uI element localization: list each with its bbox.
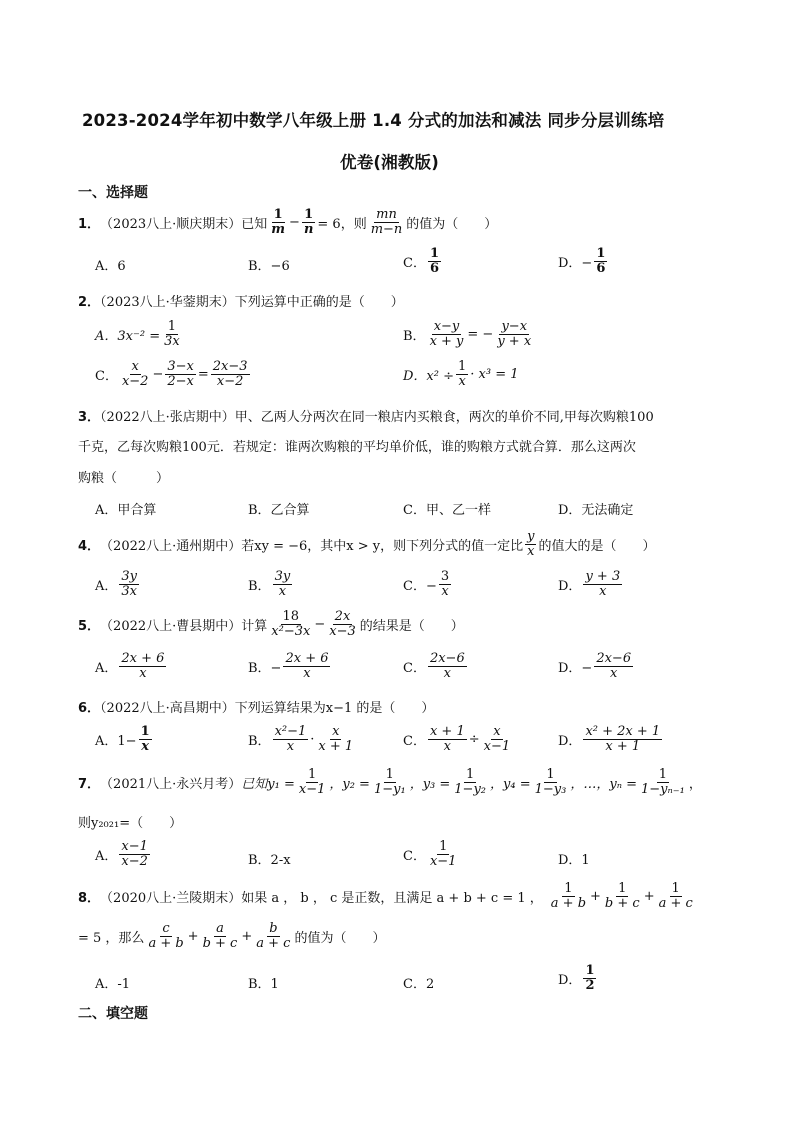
question-text: 的值大的是（ ） — [538, 538, 656, 554]
fraction: $\frac{1}{2}$ — [585, 963, 595, 993]
question-8-line2: = 5 ，那么 $\frac{c}{a + b}$ + $\frac{a}{b + c}$ + $\frac{b}{a + c}$ 的值为（ ） — [78, 921, 386, 951]
option-a: A．3x⁻² = $\frac{1}{3x}$ — [95, 319, 180, 349]
option-a: A． $\frac{x-1}{x-2}$ — [95, 839, 148, 869]
section-heading-fill: 二、填空题 — [78, 1006, 148, 1022]
option-d: D．− $\frac{2x-6}{x}$ — [558, 651, 632, 681]
fraction: $\frac{x}{x + 1}$ — [318, 724, 354, 754]
option-a: A． $\frac{3y}{3x}$ — [95, 569, 138, 599]
fraction: $\frac{2x}{x-3}$ — [329, 609, 356, 639]
fraction: $\frac{1}{a + c}$ — [658, 881, 693, 911]
fraction: $\frac{1}{b + c}$ — [604, 881, 640, 911]
operator: − — [289, 214, 300, 230]
question-8: 8． （2020八上·兰陵期末） 如果 a ， b ， c 是正数，且满足 a + b + c = 1 ， $\frac{1}{a + b}$ + $\frac{1}{b + c}$ + $\frac{1}{a + c}$ — [78, 881, 693, 911]
question-number: 7． — [78, 776, 101, 792]
question-text: 已知 — [241, 216, 268, 232]
fraction: $\frac{1}{a + b}$ — [550, 881, 587, 911]
option-a: A．甲合算 — [95, 503, 157, 518]
option-b: B．2-x — [248, 853, 291, 868]
question-text: 若xy = −6，其中x > y，则下列分式的值一定比 — [241, 538, 524, 554]
fraction: $\frac{1}{x}$ — [140, 724, 150, 754]
question-text: = 6，则 — [317, 216, 367, 232]
fraction: $\frac{1}{6}$ — [429, 246, 439, 276]
question-text: 甲、乙两人分两次在同一粮店内买粮食，两次的单价不同,甲每次购粮100 — [234, 410, 654, 425]
question-source: （2022八上·张店期中） — [100, 410, 235, 425]
option-d: D． $\frac{\text{x² + 2x + 1}}{x + 1}$ — [558, 724, 661, 754]
option-c: C．− $\frac{3}{x}$ — [403, 569, 450, 599]
question-3-line3: 购粮（ ） — [78, 471, 170, 486]
question-number: 2． — [78, 295, 101, 310]
fraction: $\frac{1}{\text{1−y₂}}$ — [454, 767, 487, 797]
fraction: $\frac{3y}{x}$ — [274, 569, 291, 599]
option-d: D．无法确定 — [558, 503, 634, 518]
option-c: C． $\frac{2x-6}{x}$ — [403, 651, 465, 681]
fraction: $\frac{x}{x-1}$ — [483, 724, 511, 754]
fraction: $\frac{2x-3}{x-2}$ — [212, 359, 248, 389]
fraction: $\frac{1}{x-1}$ — [298, 767, 326, 797]
fraction: $\frac{c}{a + b}$ — [148, 921, 184, 951]
fraction: $\frac{x + 1}{x}$ — [429, 724, 465, 754]
question-3 — [78, 406, 654, 425]
fraction: $\frac{1}{m}$ — [271, 207, 286, 237]
question-2 — [78, 291, 404, 310]
fraction: $\frac{1}{\text{1−y₃}}$ — [534, 767, 567, 797]
question-source: （2023八上·华蓥期末） — [100, 295, 235, 310]
fraction: $\frac{y-x}{y + x}$ — [497, 319, 532, 349]
question-5: 5． （2022八上·曹县期中） 计算 $\frac{18}{\text{x²−3x}}$ − $\frac{2x}{x-3}$ 的结果是（ ） — [78, 609, 464, 639]
option-d: D． $\frac{1}{2}$ — [558, 963, 595, 993]
fraction: $\frac{1}{n}$ — [303, 207, 314, 237]
fraction: $\frac{3y}{3x}$ — [121, 569, 138, 599]
fraction: $\frac{18}{\text{x²−3x}}$ — [271, 609, 311, 639]
fraction: $\frac{1}{x}$ — [458, 359, 467, 389]
question-source: （2022八上·曹县期中） — [100, 618, 242, 634]
option-b: B．−6 — [248, 259, 290, 274]
fraction: $\frac{1}{\text{1−y₁}}$ — [373, 767, 406, 797]
fraction: $\frac{\text{x²−1}}{x}$ — [274, 724, 307, 754]
fraction: $\frac{\text{x² + 2x + 1}}{x + 1}$ — [585, 724, 661, 754]
question-number: 4． — [78, 538, 101, 554]
option-b: B．− $\frac{2x + 6}{x}$ — [248, 651, 329, 681]
question-7-line2: 则y₂₀₂₁=（ ） — [78, 816, 183, 831]
option-a: A．-1 — [95, 977, 131, 992]
fraction: $\frac{2x-6}{x}$ — [596, 651, 632, 681]
fraction: $\frac{1}{x-1}$ — [429, 839, 457, 869]
option-b: B． $\frac{3y}{x}$ — [248, 569, 291, 599]
question-text: 下列运算中正确的是（ ） — [234, 295, 404, 310]
question-text: 下列运算结果为x−1 的是（ ） — [234, 701, 435, 716]
option-d: D． $\frac{y + 3}{x}$ — [558, 569, 621, 599]
option-b: B． $\frac{\text{x²−1}}{x}$ · $\frac{x}{x + 1}$ — [248, 724, 354, 754]
option-d: D．x² ÷ $\frac{1}{x}$ · x³ = 1 — [403, 359, 519, 389]
option-c: C．甲、乙一样 — [403, 503, 491, 518]
option-c: C． $\frac{1}{x-1}$ — [403, 839, 457, 869]
fraction: $\frac{x}{x-2}$ — [121, 359, 149, 389]
document-title-line1: 2023-2024学年初中数学八年级上册 1.4 分式的加法和减法 同步分层训练培 — [82, 111, 665, 130]
question-text: 如果 a ， b ， c 是正数，且满足 a + b + c = 1 ， — [241, 890, 543, 906]
option-b: B．1 — [248, 977, 279, 992]
fraction: $\frac{3}{x}$ — [440, 569, 450, 599]
question-source: （2022八上·高昌期中） — [100, 701, 235, 716]
fraction: $\frac{1}{6}$ — [596, 246, 606, 276]
fraction: $\frac{a}{b + c}$ — [202, 921, 238, 951]
option-c: C． $\frac{1}{6}$ — [403, 246, 439, 276]
fraction: $\frac{2x + 6}{x}$ — [121, 651, 165, 681]
option-a: A．1− $\frac{1}{x}$ — [95, 724, 150, 754]
fraction: $\frac{1}{\text{1−yₙ₋₁}}$ — [640, 767, 685, 797]
question-source: （2022八上·通州期中） — [100, 538, 242, 554]
option-c: C． $\frac{x + 1}{x}$ ÷ $\frac{x}{x-1}$ — [403, 724, 511, 754]
fraction: $\frac{x-y}{x + y}$ — [429, 319, 464, 349]
document-title-line2: 优卷(湘教版) — [340, 153, 439, 172]
question-number: 6． — [78, 701, 101, 716]
fraction: $\frac{mn}{m-n}$ — [370, 207, 403, 237]
question-text: 计算 — [241, 618, 268, 634]
option-a: A．6 — [95, 259, 126, 274]
fraction: $\frac{1}{3x}$ — [164, 319, 180, 349]
option-d: D．1 — [558, 853, 590, 868]
fraction: $\frac{3-x}{2-x}$ — [167, 359, 194, 389]
option-d: D．− $\frac{1}{6}$ — [558, 246, 606, 276]
option-c: C．2 — [403, 977, 435, 992]
question-1 — [78, 208, 497, 236]
question-3-line2: 千克，乙每次购粮100元．若规定：谁两次购粮的平均单价低，谁的购粮方式就合算．那么这两次 — [78, 440, 636, 455]
question-number: 5． — [78, 618, 101, 634]
fraction: $\frac{2x-6}{x}$ — [429, 651, 465, 681]
fraction: $\frac{y}{x}$ — [527, 529, 535, 559]
option-a: A． $\frac{2x + 6}{x}$ — [95, 651, 165, 681]
question-4 — [78, 530, 655, 558]
question-7: 7． （2021八上·永兴月考） 已知y₁ = $\frac{1}{x-1}$ ，y₂ = $\frac{1}{\text{1−y₁}}$ ，y₃ = $\frac{1}{\text{1−y₂}}$ ，y₄ = $\frac{1}{\text{1−y₃}}$ ，…，yₙ = $\frac{1}{\text{1−yₙ₋₁}}$ ， — [78, 767, 702, 797]
question-number: 1． — [78, 216, 101, 232]
question-number: 8． — [78, 890, 101, 906]
option-c: C． $\frac{x}{x-2}$ − $\frac{3-x}{2-x}$ = $\frac{2x-3}{x-2}$ — [95, 359, 248, 389]
question-source: （2020八上·兰陵期末） — [100, 890, 242, 906]
question-source: （2021八上·永兴月考） — [100, 776, 242, 792]
fraction: $\frac{b}{a + c}$ — [256, 921, 291, 951]
section-heading-choice: 一、选择题 — [78, 185, 148, 201]
question-text: 的结果是（ ） — [359, 618, 464, 634]
fraction: $\frac{2x + 6}{x}$ — [285, 651, 329, 681]
question-text: 的值为（ ） — [406, 216, 498, 232]
question-6 — [78, 697, 434, 716]
fraction: $\frac{y + 3}{x}$ — [585, 569, 621, 599]
option-b: B． $\frac{x-y}{x + y}$ = − $\frac{y-x}{y + x}$ — [403, 319, 532, 349]
option-b: B．乙合算 — [248, 503, 310, 518]
question-number: 3． — [78, 410, 101, 425]
question-source: （2023八上·顺庆期末） — [100, 216, 242, 232]
fraction: $\frac{x-1}{x-2}$ — [121, 839, 148, 869]
